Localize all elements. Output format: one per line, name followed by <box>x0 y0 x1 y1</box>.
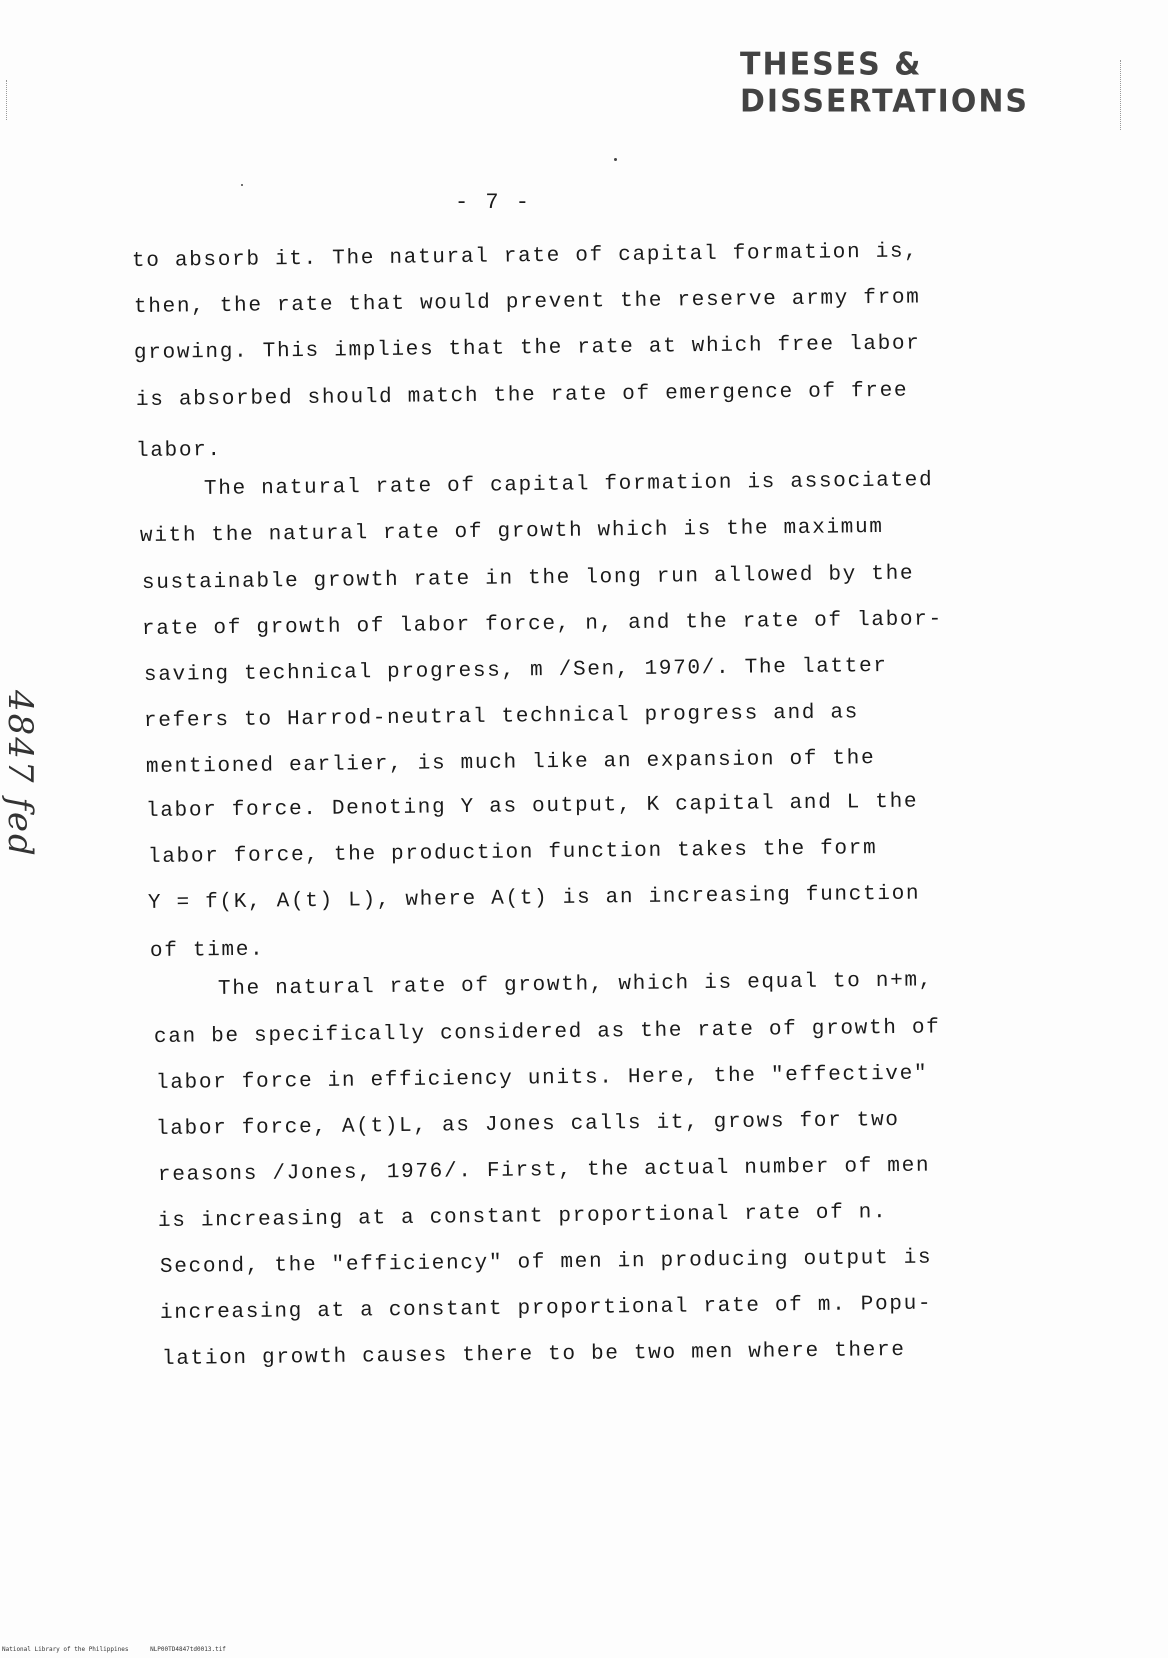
text-line: labor force. Denoting Y as output, K capital and L the <box>145 790 919 823</box>
footer-file: NLP00TD4847td0013.tif <box>150 1646 226 1653</box>
text-line: mentioned earlier, is much like an expansion of the <box>145 747 876 779</box>
text-line: growing. This implies that the rate at which free labor <box>133 332 921 365</box>
text-line: labor force in efficiency units. Here, the "effective" <box>155 1062 929 1095</box>
text-line: is absorbed should match the rate of emergence of free <box>135 379 909 412</box>
text-line: reasons /Jones, 1976/. First, the actual number of men <box>157 1154 931 1187</box>
text-line: labor force, the production function takes the form <box>147 837 878 869</box>
theses-dissertations-stamp: THESES & DISSERTATIONS <box>740 46 1030 120</box>
text-line: rate of growth of labor force, n, and the rate of labor- <box>141 608 944 641</box>
handwritten-call-number: 4847 fed <box>0 690 40 858</box>
scan-edge-mark-left <box>6 80 9 120</box>
text-line: lation growth causes there to be two men where there <box>161 1338 906 1371</box>
text-line: refers to Harrod-neutral technical progress and as <box>143 701 860 733</box>
text-line: labor. <box>135 438 222 463</box>
text-line: can be specifically considered as the rate of growth of <box>153 1016 941 1049</box>
text-line: Second, the "efficiency" of men in producing output is <box>159 1246 933 1279</box>
text-line: increasing at a constant proportional rate of m. Popu- <box>159 1292 933 1325</box>
text-line: then, the rate that would prevent the reserve army from <box>133 286 921 319</box>
scan-speck <box>614 158 617 161</box>
footer-library: National Library of the Philippines <box>2 1646 129 1653</box>
text-line: labor force, A(t)L, as Jones calls it, grows for two <box>155 1108 900 1141</box>
text-line: of time. <box>149 938 265 963</box>
text-line: saving technical progress, m /Sen, 1970/. The latter <box>143 654 888 687</box>
scan-speck <box>241 184 243 186</box>
text-line: The natural rate of capital formation is associated <box>203 469 934 501</box>
text-line: with the natural rate of growth which is the maximum <box>139 515 884 548</box>
text-line: Y = f(K, A(t) L), where A(t) is an increasing function <box>147 882 921 915</box>
text-line: to absorb it. The natural rate of capital formation is, <box>131 240 919 273</box>
scan-footer <box>2 1646 244 1653</box>
page-number: - 7 - <box>455 190 532 215</box>
text-line: is increasing at a constant proportional rate of n. <box>157 1201 888 1233</box>
text-line: sustainable growth rate in the long run allowed by the <box>141 562 915 595</box>
text-line: The natural rate of growth, which is equal to n+m, <box>217 969 934 1001</box>
